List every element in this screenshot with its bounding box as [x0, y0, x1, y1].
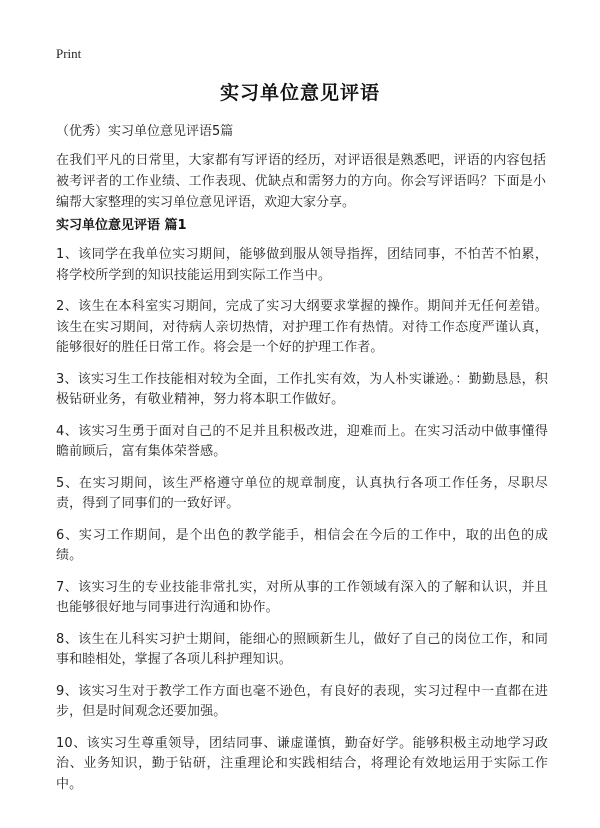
section-heading: 实习单位意见评语 篇1	[56, 218, 187, 233]
list-item: 1、该同学在我单位实习期间，能够做到服从领导指挥，团结同事，不怕苦不怕累，将学校所学到的知识技能运用到实际工作当中。	[56, 247, 548, 283]
intro-paragraph: 在我们平凡的日常里，大家都有写评语的经历，对评语很是熟悉吧，评语的内容包括被考评者的工作业绩、工作表现、优缺点和需努力的方向。你会写评语吗？下面是小编帮大家整理的实习单位意见评语，欢迎大家分享。	[56, 153, 546, 210]
list-item: 6、实习工作期间，是个出色的教学能手，相信会在今后的工作中，取的出色的成绩。	[56, 527, 548, 563]
document-subtitle: （优秀）实习单位意见评语5篇	[56, 124, 234, 139]
list-item: 2、该生在本科室实习期间，完成了实习大纲要求掌握的操作。期间并无任何差错。该生在实习期间，对待病人亲切热情，对护理工作有热情。对待工作态度严谨认真，能够很好的胜任日常工作。将会是一个好的护理工作者。	[56, 299, 548, 355]
print-link[interactable]: Print	[56, 46, 82, 61]
list-item: 4、该实习生勇于面对自己的不足并且积极改进，迎难而上。在实习活动中做事懂得瞻前顾后，富有集体荣誉感。	[56, 423, 548, 459]
document-title: 实习单位意见评语	[219, 82, 380, 104]
list-item: 10、该实习生尊重领导，团结同事、谦虚谨慎，勤奋好学。能够积极主动地学习政治、业务知识，勤于钻研，注重理论和实践相结合，将理论有效地运用于实际工作中。	[56, 735, 548, 792]
list-item: 8、该生在儿科实习护士期间，能细心的照顾新生儿，做好了自己的岗位工作，和同事和睦相处，掌握了各项儿科护理知识。	[56, 631, 548, 667]
list-item: 3、该实习生工作技能相对较为全面，工作扎实有效，为人朴实谦逊。：勤勤恳恳，积极钻研业务，有敬业精神，努力将本职工作做好。	[56, 371, 548, 407]
list-item: 5、在实习期间，该生严格遵守单位的规章制度，认真执行各项工作任务，尽职尽责，得到了同事们的一致好评。	[56, 475, 548, 511]
list-item: 7、该实习生的专业技能非常扎实，对所从事的工作领域有深入的了解和认识，并且也能够很好地与同事进行沟通和协作。	[56, 579, 548, 615]
list-item: 9、该实习生对于教学工作方面也毫不逊色，有良好的表现，实习过程中一直都在进步，但是时间观念还要加强。	[56, 683, 548, 719]
comment-list	[56, 245, 548, 806]
